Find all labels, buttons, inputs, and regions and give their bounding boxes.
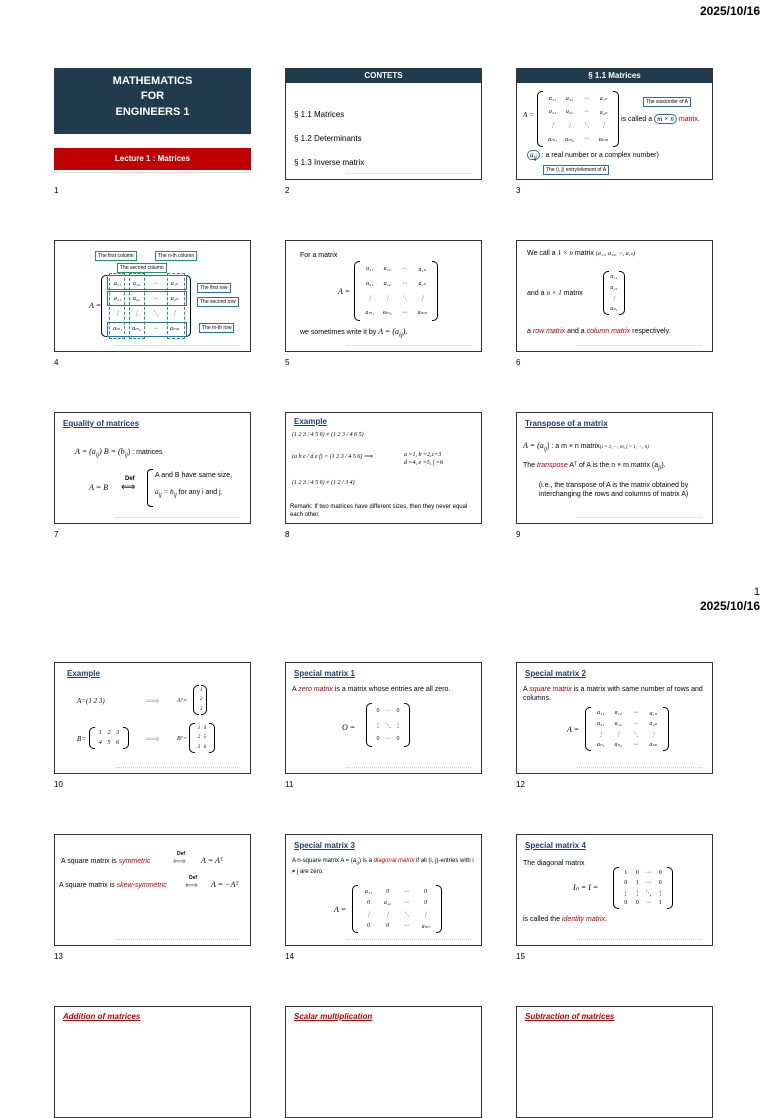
condition-2: $a_{ij} = b_{ij}$ for any i and j.	[155, 488, 223, 499]
label-nth-column: The n-th column	[155, 251, 197, 261]
example-1: (1 2 3 / 4 5 6) ≠ (1 2 3 / 4 6 5)	[292, 432, 364, 438]
slide-5[interactable]	[285, 240, 482, 352]
slide-12[interactable]	[516, 662, 713, 774]
solution-1: a =1, b =2,c=3	[404, 452, 442, 458]
slide-title: Subtraction of matrices	[525, 1012, 615, 1021]
label-mth-row: The m-th row	[199, 323, 234, 333]
slide-2[interactable]	[285, 68, 482, 180]
def-label: Def	[177, 851, 186, 857]
slide-title: Example	[294, 417, 327, 426]
contents-item-3: § 1.3 Inverse matrix	[294, 158, 365, 167]
aij-circled: $a_{ij}$	[527, 150, 540, 160]
contents-item-2: § 1.2 Determinants	[294, 134, 362, 143]
text: a	[527, 328, 531, 335]
slide-number: 5	[285, 358, 290, 367]
B-label: B=	[77, 735, 86, 743]
text: ) : a m × n matrix	[547, 443, 600, 450]
text: matrix	[574, 250, 594, 257]
text-line-1: The diagonal matrix	[523, 860, 585, 867]
arrow: ⟹	[145, 696, 160, 707]
matrix-A-row: A=(1 2 3)	[77, 697, 105, 705]
transpose-term: transpose	[537, 462, 568, 469]
size-label: The size/order of A	[643, 97, 691, 107]
slide-number: 6	[516, 358, 521, 367]
page-number: 1	[753, 586, 760, 598]
slide-15[interactable]	[516, 834, 713, 946]
slide-title: Addition of matrices	[63, 1012, 141, 1021]
AT-label: Aᵀ=	[177, 698, 188, 704]
identity-matrix: 1 0 ··· 0 0 1 ··· 0 ⋮ ⋮ ⋱ ⋮ 0 0 ··· 1	[613, 867, 673, 909]
slide-title: Example	[67, 669, 100, 678]
text: if all (i, j)-entries with i ≠ j are zero.	[292, 858, 474, 875]
symmetric-formula: A = Aᵀ	[201, 856, 223, 865]
slide-number: 4	[54, 358, 59, 367]
dims: n × 1	[546, 289, 562, 297]
slide-title: Special matrix 2	[525, 669, 586, 678]
matrix-word: matrix.	[678, 116, 700, 123]
label-second-column: The second column	[117, 263, 167, 273]
page-date-second: 2025/10/16	[699, 599, 760, 613]
slide-number: 15	[516, 952, 525, 961]
slide-13[interactable]	[54, 834, 251, 946]
called-text: is called a	[621, 116, 653, 123]
row-matrix-term: row matrix	[532, 328, 566, 335]
slide-number: 2	[285, 186, 290, 195]
slide-11[interactable]	[285, 662, 482, 774]
text: ).	[661, 462, 666, 469]
title-line-2: FOR	[140, 90, 165, 103]
matrix-A: a₁₁ a₁₂ ··· a₁ₙ a₂₁ a₂₂ ··· a₂ₙ ⋮ ⋮ ⋱ ⋮ aₘ₁ aₘ₂ ··· aₘₙ	[537, 91, 619, 147]
slide-18[interactable]	[516, 1006, 713, 1118]
text: We call a	[527, 250, 556, 257]
A-equals: A =	[334, 905, 347, 914]
slide-number: 7	[54, 530, 59, 539]
text-line-2: we sometimes write it by	[300, 329, 377, 336]
lecture-banner: Lecture 1 : Matrices	[54, 148, 251, 170]
text: Aᵀ of A is the n × m matrix (a	[569, 462, 659, 469]
slide-title: Scalar multiplication	[294, 1012, 373, 1021]
iff-arrow: ⟺	[121, 482, 136, 493]
zero-matrix-term: zero matrix	[298, 686, 333, 693]
slide-14[interactable]: Special matrix 3 A n-square matrix $A = (a_{ij})$ is a diagonal matrix if all (i, j)-entries with i ≠ j are zero. A = a₁₁ 0 ··· 0 0 a₂₂ ··· 0 ⋮ ⋮ ⋱ ⋮ 0 0 ··· aₙₙ	[285, 834, 482, 946]
slide-title: Special matrix 1	[294, 669, 355, 678]
text: and a	[527, 290, 545, 297]
text: ) B = (b	[99, 447, 125, 456]
slide-10[interactable]	[54, 662, 251, 774]
diagonal-matrix-term: diagonal matrix	[373, 858, 415, 864]
slide-number: 11	[285, 780, 294, 789]
slide-1[interactable]	[54, 68, 251, 180]
text: A = (a	[75, 447, 96, 456]
A-equals: A =	[567, 725, 580, 734]
slide-4[interactable]	[54, 240, 251, 352]
iff-arrow: ⟺	[185, 880, 198, 890]
slide-8[interactable]	[285, 412, 482, 524]
BT-label: Bᵀ=	[177, 736, 188, 742]
text: is called the	[523, 916, 560, 923]
condition-1: A and B have same size,	[155, 472, 233, 479]
matrix-A: a₁₁ a₁₂ ··· a₁ₙ a₂₁ a₂₂ ··· a₂ₙ ⋮ ⋮ ⋱ ⋮ aₘ₁ aₘ₂ ··· aₘₙ	[101, 275, 191, 337]
text: and a	[567, 328, 585, 335]
A-equals: A =	[338, 287, 351, 296]
title-line-1: MATHEMATICS	[112, 75, 193, 87]
text: is a matrix whose entries are all zero.	[334, 686, 451, 693]
iff-arrow: ⟺	[173, 856, 186, 866]
text: ) is a	[358, 858, 372, 864]
text: A square matrix is	[59, 882, 115, 889]
dims: 1 × n	[557, 249, 573, 257]
slide-3[interactable]: § 1.1 Matrices A = a₁₁ a₁₂ ··· a₁ₙ a₂₁ a₂₂ ··· a₂ₙ ⋮ ⋮ ⋱ ⋮ aₘ₁ aₘ₂ ··· aₘₙ The size/order of A is called a m × n matrix. $a_{ij}$ : a real number or a complex number) The (i, j) entry/element of A	[516, 68, 713, 180]
square-matrix: a₁₁ a₁₂ ··· a₁ₙ a₂₁ a₂₂ ··· a₂ₙ ⋮ ⋮ ⋱ ⋮ aₙ₁ aₙ₂ ··· aₙₙ	[585, 707, 669, 751]
contents-item-1: § 1.1 Matrices	[294, 110, 345, 119]
A-equals: A =	[89, 301, 102, 310]
diagonal-matrix: a₁₁ 0 ··· 0 0 a₂₂ ··· 0 ⋮ ⋮ ⋱ ⋮ 0 0 ··· aₙₙ	[352, 885, 442, 933]
slide-16[interactable]	[54, 1006, 251, 1118]
slide-number: 14	[285, 952, 294, 961]
solution-2: d =4, e =5, f =6	[404, 460, 443, 467]
matrix-BT: 1 4 2 5 3 6	[189, 723, 215, 753]
remark: Remark: If two matrices have different sizes, then they never equal each other.	[290, 504, 468, 519]
page-date-top: 2025/10/16	[699, 4, 760, 18]
matrix-AT: 1 2 3	[193, 685, 207, 715]
formula: $A = (a_{ij})$.	[378, 327, 408, 339]
aij-text: : a real number or a complex number)	[541, 152, 659, 159]
text: A	[523, 686, 528, 693]
slide-title: § 1.1 Matrices	[517, 69, 712, 83]
column-matrix-term: column matrix	[586, 328, 631, 335]
identity-matrix-term: identity matrix.	[561, 916, 608, 923]
arrow: ⟹	[145, 734, 160, 745]
text: respectively.	[632, 328, 671, 335]
slide-title: Special matrix 3	[294, 841, 355, 850]
slide-number: 13	[54, 952, 63, 961]
O-equals: O =	[342, 723, 356, 732]
example-2: (a b c / d e f) = (1 2 3 / 4 5 6) ⟹	[292, 454, 373, 460]
matrix-B: 1 2 3 4 5 6	[89, 727, 129, 749]
slide-number: 10	[54, 780, 63, 789]
slide-9[interactable]: Transpose of a matrix $A = (a_{ij})$ : a m × n matrix(i = 1, ···, m, j = 1, ···, n) The transpose Aᵀ of A is the n × m matrix $(a_{ji})$. (i.e., the transpose of A is the matrix obtained by interchanging the rows and columns of matrix A)	[516, 412, 713, 524]
zero-matrix: 0 ··· 0 ⋮ ⋱ ⋮ 0 ··· 0	[366, 703, 410, 747]
explanation: (i.e., the transpose of A is the matrix obtained by interchanging the rows and columns of matrix A)	[538, 482, 689, 499]
slide-17[interactable]	[285, 1006, 482, 1118]
slide-title: Equality of matrices	[63, 419, 140, 428]
text: A square matrix is	[61, 858, 117, 865]
slide-number: 1	[54, 186, 59, 195]
entry-label: The (i, j) entry/element of A	[543, 165, 609, 175]
In-equals: Iₙ = I =	[573, 883, 599, 892]
text-line-1: For a matrix	[300, 252, 338, 259]
title-line-3: ENGINEERS 1	[115, 105, 190, 118]
mxn-circled: m × n	[654, 114, 677, 124]
slide-number: 12	[516, 780, 525, 789]
slide-number: 3	[516, 186, 521, 195]
A-equals-B: A = B	[89, 483, 109, 492]
text: A	[292, 686, 297, 693]
slide-number: 9	[516, 530, 521, 539]
square-matrix-term: square matrix	[529, 686, 572, 693]
label-second-row: The second row	[197, 297, 239, 307]
row-vector: (a₁₁, a₁₂, ···, a₁ₙ)	[595, 251, 636, 257]
text: matrix	[563, 290, 583, 297]
text: ) : matrices	[127, 449, 163, 456]
example-3: (1 2 3 / 4 5 6) ≠ (1 2 / 3 4)	[292, 480, 355, 486]
matrix-A: a₁₁ a₁₂ ··· a₁ₙ a₂₁ a₂₂ ··· a₂ₙ ⋮ ⋮ ⋱ ⋮ aₘ₁ aₘ₂ ··· aₘₙ	[354, 261, 438, 321]
index-range: (i = 1, ···, m, j = 1, ···, n)	[599, 445, 649, 450]
text: A n-square matrix A = (a	[292, 858, 357, 864]
skew-formula: A = −Aᵀ	[211, 880, 239, 889]
slide-title: CONTETS	[286, 69, 481, 83]
column-vector: a₁₁ a₂₁ ⋮ aₙ₁	[603, 271, 625, 315]
slide-title: Transpose of a matrix	[525, 419, 608, 428]
def-label: Def	[125, 476, 135, 482]
slide-6[interactable]	[516, 240, 713, 352]
text: A = (a	[523, 441, 544, 450]
symmetric-term: symmetric	[118, 858, 151, 865]
slide-title: Special matrix 4	[525, 841, 586, 850]
slide-7[interactable]: Equality of matrices $A = (a_{ij}) B = (b_{ij})$ : matrices A = B Def ⟺ A and B have same size, $a_{ij} = b_{ij}$ for any i and j.	[54, 412, 251, 524]
text: The	[523, 462, 536, 469]
skew-symmetric-term: skew-symmetric	[116, 882, 167, 889]
label-first-column: The first column	[95, 251, 137, 261]
slide-number: 8	[285, 530, 290, 539]
label-first-row: The first row	[197, 283, 231, 293]
text: is a matrix with same number of rows and columns.	[523, 686, 703, 703]
def-label: Def	[189, 875, 198, 881]
